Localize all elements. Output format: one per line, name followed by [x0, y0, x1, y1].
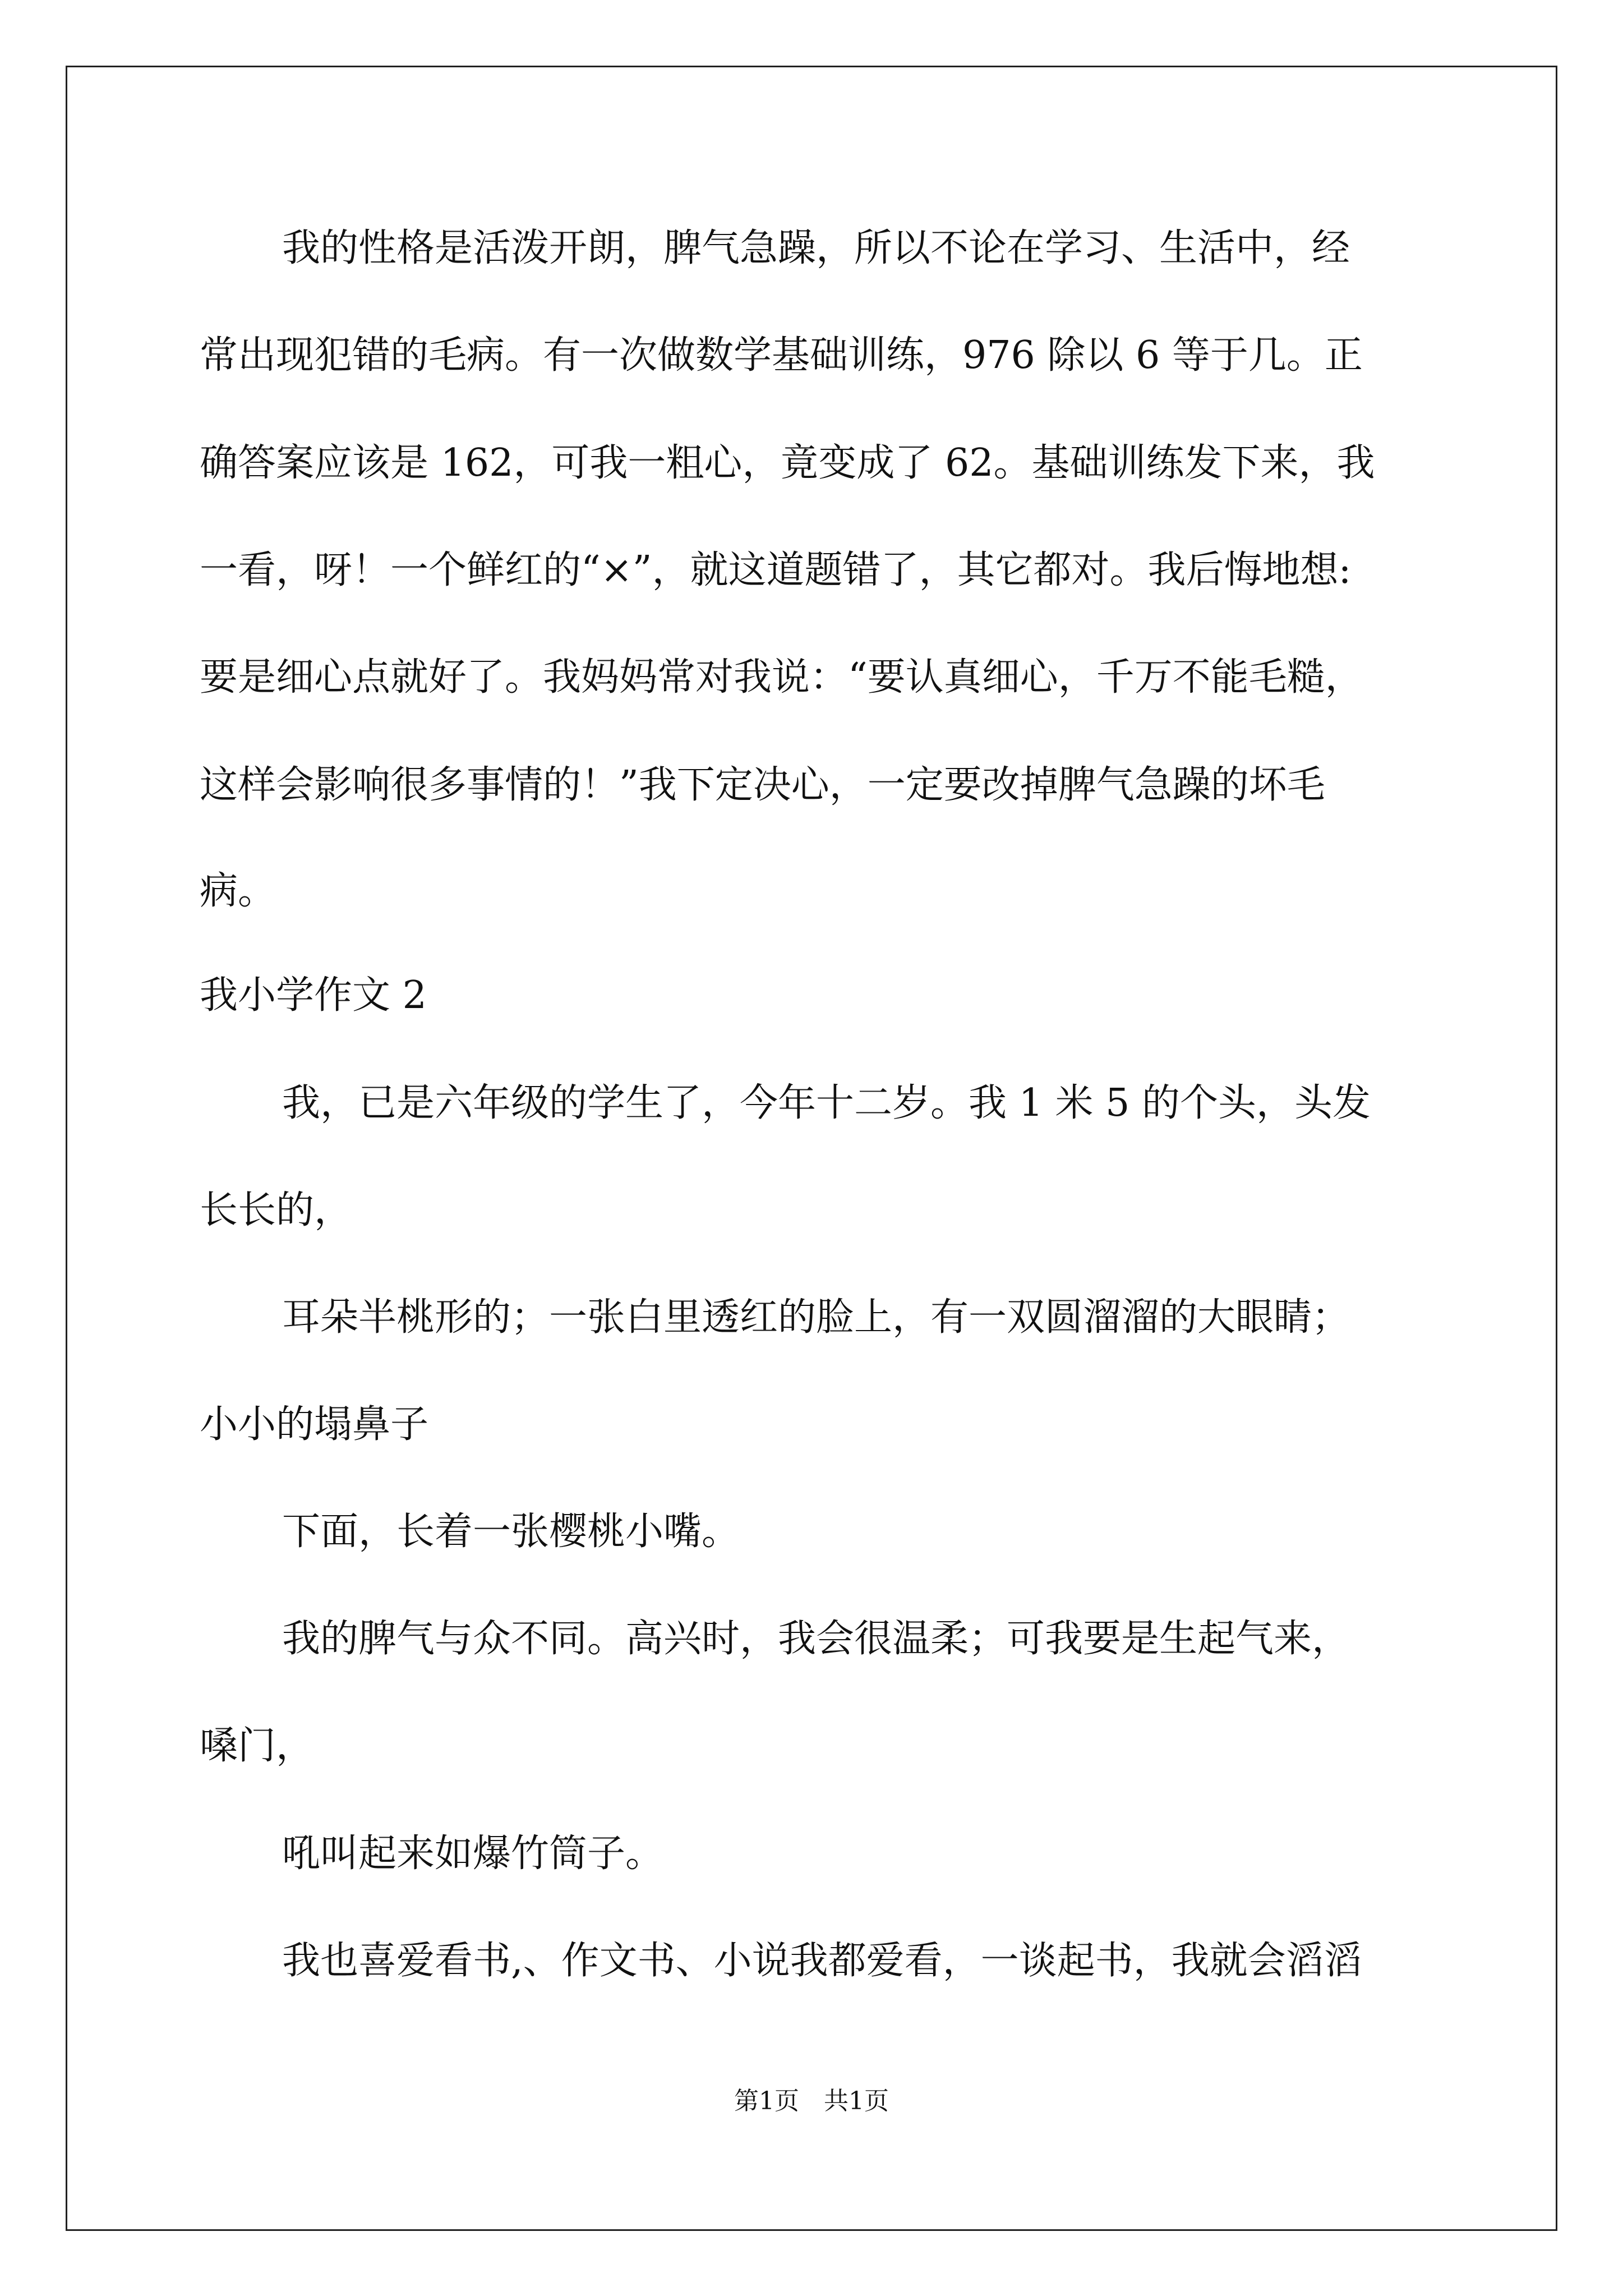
- paragraph-line: 病。: [200, 869, 276, 913]
- paragraph-line: 吼叫起来如爆竹筒子。: [282, 1832, 664, 1876]
- paragraph-line: 长长的，: [200, 1188, 353, 1232]
- paragraph-line: 小小的塌鼻子: [200, 1402, 429, 1447]
- paragraph-line: 我的性格是活泼开朗，脾气急躁，所以不论在学习、生活中，经: [282, 226, 1350, 270]
- section-heading: 我小学作文 2: [200, 973, 427, 1018]
- paragraph-line: 一看，呀！一个鲜红的“×”，就这道题错了，其它都对。我后悔地想:: [200, 548, 1352, 592]
- paragraph-line: 这样会影响很多事情的！”我下定决心，一定要改掉脾气急躁的坏毛: [200, 763, 1325, 807]
- paragraph-line: 我，已是六年级的学生了，今年十二岁。我 1 米 5 的个头，头发: [282, 1081, 1371, 1125]
- paragraph-line: 嗓门，: [200, 1724, 315, 1768]
- page-border: [66, 66, 1557, 2231]
- page-footer: 第1页 共1页: [734, 2087, 889, 2115]
- paragraph-line: 我也喜爱看书,、作文书、小说我都爱看，一谈起书，我就会滔滔: [282, 1939, 1362, 1983]
- paragraph-line: 常出现犯错的毛病。有一次做数学基础训练，976 除以 6 等于几。正: [200, 333, 1363, 378]
- paragraph-line: 我的脾气与众不同。高兴时，我会很温柔；可我要是生起气来，: [282, 1617, 1350, 1661]
- paragraph-line: 耳朵半桃形的；一张白里透红的脸上，有一双圆溜溜的大眼睛；: [282, 1295, 1350, 1340]
- paragraph-line: 下面，长着一张樱桃小嘴。: [282, 1510, 740, 1554]
- paragraph-line: 确答案应该是 162，可我一粗心，竟变成了 62。基础训练发下来，我: [200, 441, 1375, 485]
- paragraph-line: 要是细心点就好了。我妈妈常对我说：“要认真细心，千万不能毛糙，: [200, 655, 1363, 700]
